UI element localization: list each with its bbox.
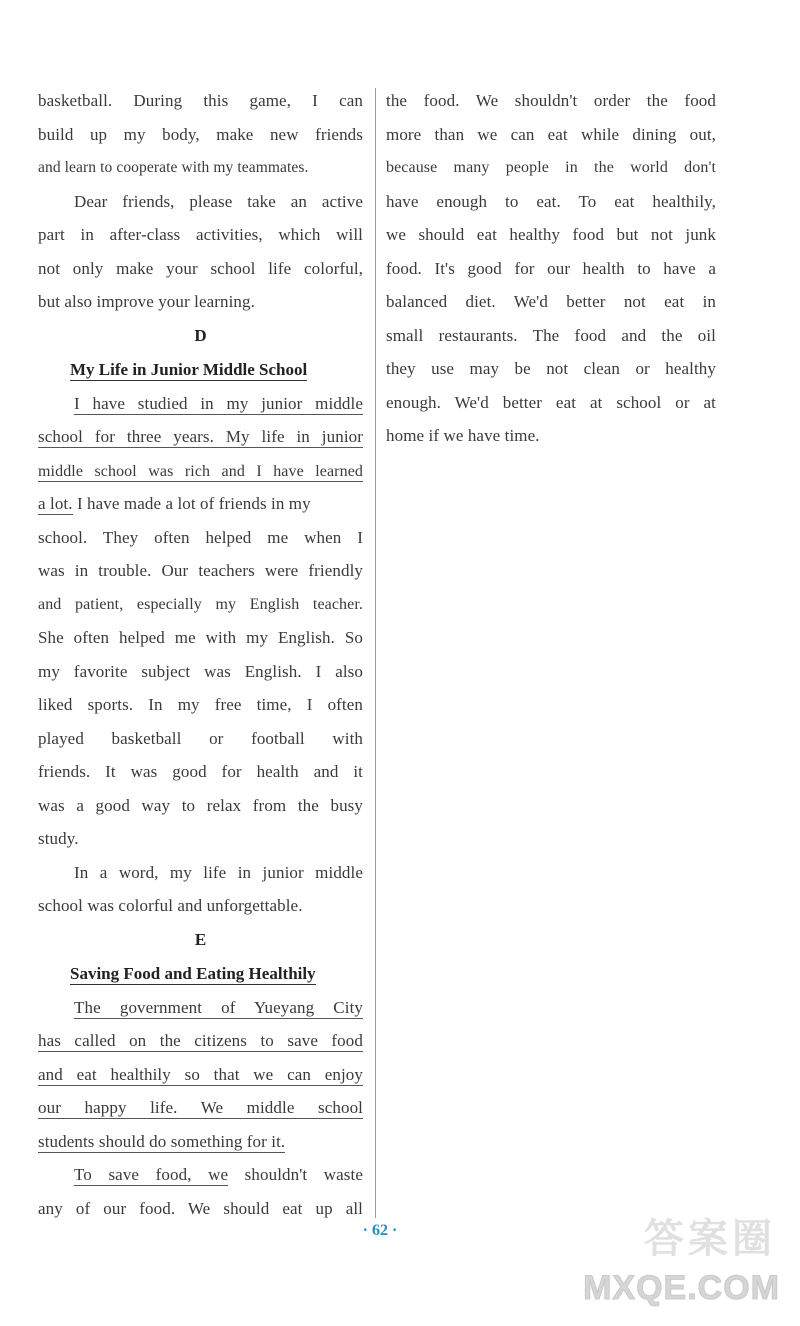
right-column <box>386 84 716 453</box>
text-line: She often helped me with my English. So <box>38 628 363 647</box>
plain-text: I have made a lot of friends in my <box>72 494 311 513</box>
text-line: In a word, my life in junior middle <box>74 862 363 882</box>
text-line: and patient, especially my English teacher. <box>38 595 363 613</box>
text-line-underlined <box>38 991 363 1025</box>
text-line: small restaurants. The food and the oil <box>386 325 716 345</box>
text-line-mixed <box>38 1158 363 1192</box>
underlined-text: middle school was rich and I have learned <box>38 462 363 480</box>
text-line: food. It's good for our health to have a <box>386 258 716 278</box>
underlined-text: has called on the citizens to save food <box>38 1031 363 1050</box>
underlined-text: our happy life. We middle school <box>38 1098 363 1117</box>
text-line: more than we can eat while dining out, <box>386 124 716 144</box>
left-column <box>38 84 363 1225</box>
underlined-text: students should do something for it. <box>38 1131 286 1151</box>
text-line: but also improve your learning. <box>38 292 255 311</box>
underlined-text: and eat healthily so that we can enjoy <box>38 1064 363 1084</box>
text-line: and learn to cooperate with my teammates. <box>38 159 309 176</box>
plain-text: shouldn't waste <box>228 1165 363 1184</box>
text-line-underlined <box>38 420 363 454</box>
watermark-cn: 答案圈 <box>644 1216 776 1262</box>
text-line: they use may be not clean or healthy <box>386 359 716 378</box>
underlined-text: I have studied in my junior middle <box>74 393 363 413</box>
text-line-underlined <box>38 1024 363 1058</box>
text-line: part in after-class activities, which will <box>38 225 363 244</box>
text-line: basketball. During this game, I can <box>38 91 363 110</box>
section-letter-e: E <box>194 929 207 949</box>
text-line: enough. We'd better eat at school or at <box>386 392 716 412</box>
text-line: build up my body, make new friends <box>38 124 363 144</box>
page-number: · 62 · <box>362 1222 398 1239</box>
essay-title-e-text: Saving Food and Eating Healthily <box>70 963 316 983</box>
underlined-text: To save food, we <box>74 1165 229 1184</box>
column-divider <box>375 88 376 1218</box>
text-line-underlined <box>38 1125 363 1159</box>
text-line-underlined <box>38 454 363 488</box>
essay-title-d <box>38 353 363 387</box>
underlined-text: school for three years. My life in junior <box>38 427 363 446</box>
text-line: friends. It was good for health and it <box>38 762 363 781</box>
text-line: not only make your school life colorful, <box>38 258 363 278</box>
text-line: any of our food. We should eat up all <box>38 1198 363 1218</box>
text-line: was a good way to relax from the busy <box>38 795 363 815</box>
text-line: we should eat healthy food but not junk <box>386 225 716 244</box>
text-line: have enough to eat. To eat healthily, <box>386 191 716 211</box>
text-line: played basketball or football with <box>38 728 363 748</box>
underlined-text: a lot. <box>38 494 73 513</box>
underlined-text: The government of Yueyang City <box>74 997 363 1017</box>
text-line-underlined <box>38 1091 363 1125</box>
text-line: school. They often helped me when I <box>38 527 363 547</box>
essay-title-d-text: My Life in Junior Middle School <box>70 359 308 379</box>
text-line-underlined <box>38 1058 363 1092</box>
text-line: Dear friends, please take an active <box>74 191 363 211</box>
text-line-underlined <box>38 387 363 421</box>
text-line: was in trouble. Our teachers were friendly <box>38 561 363 580</box>
text-line: study. <box>38 829 79 848</box>
watermark-en: MXQE.COM <box>583 1269 780 1307</box>
text-line: school was colorful and unforgettable. <box>38 896 303 915</box>
text-line: liked sports. In my free time, I often <box>38 695 363 714</box>
text-line: home if we have time. <box>386 426 540 445</box>
text-line: balanced diet. We'd better not eat in <box>386 292 716 311</box>
section-letter-d: D <box>194 325 207 345</box>
text-line: because many people in the world don't <box>386 159 716 176</box>
text-line-mixed <box>38 487 363 521</box>
text-line: my favorite subject was English. I also <box>38 661 363 681</box>
essay-title-e <box>38 957 363 991</box>
text-line: the food. We shouldn't order the food <box>386 91 716 110</box>
watermark <box>583 1216 786 1318</box>
